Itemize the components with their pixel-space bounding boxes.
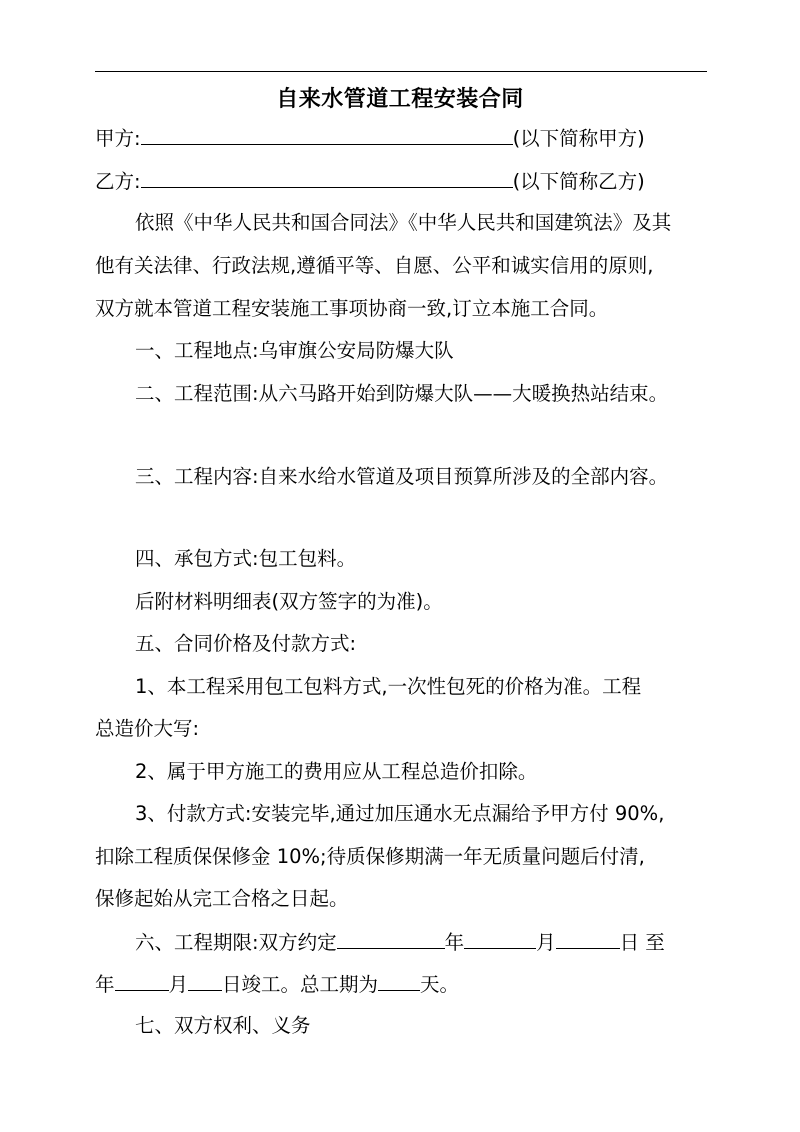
clause-5-3-line: 保修起始从完工合格之日起。 xyxy=(95,887,349,910)
clause-6-end-month-label: 月 xyxy=(168,973,189,996)
party-a-blank xyxy=(141,124,513,145)
clause-6-year-label: 年 xyxy=(444,931,465,954)
party-a-suffix: (以下简称甲方) xyxy=(512,127,645,150)
clause-6-completion-label: 日竣工。总工期为 xyxy=(222,973,379,996)
clause-5-1-line: 1、本工程采用包工包料方式,一次性包死的价格为准。工程 xyxy=(135,675,642,698)
party-b-line xyxy=(95,167,645,195)
preamble-line: 他有关法律、行政法规,遵循平等、自愿、公平和诚实信用的原则, xyxy=(95,254,654,277)
top-rule xyxy=(95,71,707,72)
clause-6-line-2 xyxy=(95,970,459,998)
clause-5-1-line: 总造价大写: xyxy=(95,717,200,740)
clause-6-year-blank xyxy=(337,928,445,949)
preamble-line: 双方就本管道工程安装施工事项协商一致,订立本施工合同。 xyxy=(95,297,609,320)
clause-6-end-day-blank xyxy=(188,970,222,991)
clause-6-day-to-label: 日 至 xyxy=(619,931,665,954)
clause-6-days-label: 天。 xyxy=(420,973,460,996)
clause-4: 四、承包方式:包工包料。 xyxy=(135,547,357,570)
clause-6-line-1 xyxy=(135,928,665,956)
clause-6-end-month-blank xyxy=(115,970,169,991)
clause-6-prefix: 六、工程期限:双方约定 xyxy=(135,931,337,954)
preamble-line: 依照《中华人民共和国合同法》《中华人民共和国建筑法》及其 xyxy=(135,211,672,234)
clause-7: 七、双方权利、义务 xyxy=(135,1014,311,1037)
party-b-label: 乙方: xyxy=(95,170,141,193)
party-b-blank xyxy=(141,167,513,188)
party-a-line xyxy=(95,124,645,152)
clause-5-3-line: 扣除工程质保保修金 10%;待质保修期满一年无质量问题后付清, xyxy=(95,845,645,868)
clause-6-month-label: 月 xyxy=(536,931,556,954)
clause-5-2: 2、属于甲方施工的费用应从工程总造价扣除。 xyxy=(135,760,538,783)
clause-5: 五、合同价格及付款方式: xyxy=(135,632,357,655)
clause-6-end-year-label: 年 xyxy=(95,973,115,996)
clause-5-3-line: 3、付款方式:安装完毕,通过加压通水无点漏给予甲方付 90%, xyxy=(135,802,665,825)
clause-6-day-blank xyxy=(556,928,620,949)
clause-1: 一、工程地点:乌审旗公安局防爆大队 xyxy=(135,339,454,362)
clause-4-note: 后附材料明细表(双方签字的为准)。 xyxy=(135,590,443,613)
party-b-suffix: (以下简称乙方) xyxy=(512,170,645,193)
clause-6-month-blank xyxy=(464,928,536,949)
clause-2: 二、工程范围:从六马路开始到防爆大队——大暖换热站结束。 xyxy=(135,382,669,405)
party-a-label: 甲方: xyxy=(95,127,141,150)
clause-3: 三、工程内容:自来水给水管道及项目预算所涉及的全部内容。 xyxy=(135,465,669,488)
clause-6-duration-blank xyxy=(378,970,420,991)
document-title: 自来水管道工程安装合同 xyxy=(276,87,524,112)
